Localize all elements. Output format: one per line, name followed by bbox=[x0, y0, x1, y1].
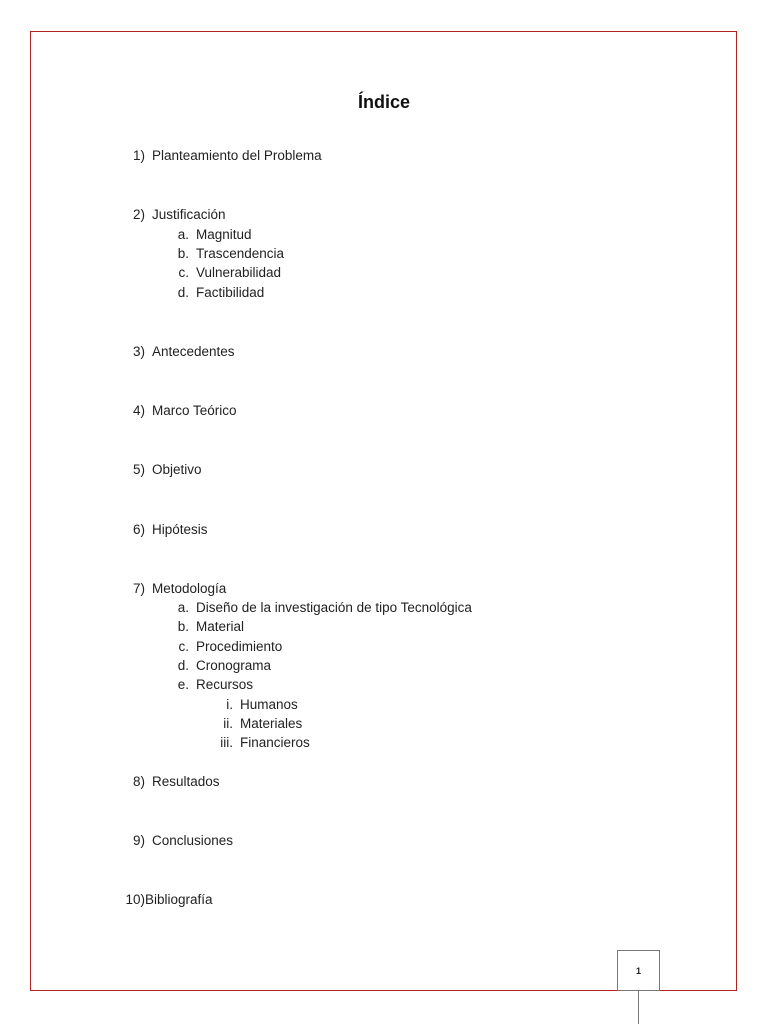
page-title: Índice bbox=[357, 92, 410, 112]
toc-entry bbox=[123, 521, 208, 539]
toc-entry-number: d. bbox=[177, 658, 189, 673]
toc-entry-number: a. bbox=[177, 227, 189, 242]
toc-entry-number: 8) bbox=[132, 774, 145, 789]
toc-entry bbox=[123, 891, 213, 909]
toc-entry bbox=[123, 206, 226, 224]
toc-entry bbox=[123, 461, 202, 479]
toc-entry-number: c. bbox=[178, 639, 189, 654]
toc-entry bbox=[173, 264, 281, 282]
toc-entry-number: 10) bbox=[125, 892, 145, 907]
toc-entry bbox=[123, 580, 226, 598]
toc-entry-text: Vulnerabilidad bbox=[196, 265, 282, 280]
toc-entry bbox=[173, 657, 271, 675]
toc-entry-text: Humanos bbox=[240, 697, 298, 712]
toc-entry bbox=[207, 715, 302, 733]
toc-entry-number: 3) bbox=[132, 344, 145, 359]
toc-entry-text: Trascendencia bbox=[196, 246, 285, 261]
toc-entry-text: Conclusiones bbox=[152, 833, 234, 848]
toc-entry-text: Planteamiento del Problema bbox=[152, 148, 322, 163]
toc-entry-text: Material bbox=[196, 619, 245, 634]
toc-entry-text: Metodología bbox=[152, 581, 227, 596]
toc-entry-number: e. bbox=[177, 677, 189, 692]
toc-entry-number: b. bbox=[177, 619, 189, 634]
toc-entry-number: ii. bbox=[223, 716, 233, 731]
toc-entry-number: 6) bbox=[132, 522, 145, 537]
page-number-connector bbox=[638, 991, 639, 1024]
toc-entry bbox=[123, 832, 233, 850]
toc-entry-text: Objetivo bbox=[152, 462, 202, 477]
toc-entry bbox=[207, 734, 310, 752]
toc-entry-text: Materiales bbox=[240, 716, 303, 731]
toc-entry-text: Cronograma bbox=[196, 658, 272, 673]
toc-entry-text: Procedimiento bbox=[196, 639, 283, 654]
toc-entry-number: b. bbox=[177, 246, 189, 261]
toc-entry-text: Recursos bbox=[196, 677, 254, 692]
toc-entry-text: Hipótesis bbox=[152, 522, 208, 537]
toc-entry-number: 5) bbox=[132, 462, 145, 477]
toc-entry-number: 2) bbox=[132, 207, 145, 222]
toc-entry-number: 7) bbox=[132, 581, 145, 596]
toc-entry-text: Diseño de la investigación de tipo Tecnológica bbox=[196, 600, 472, 615]
toc-entry bbox=[173, 245, 284, 263]
toc-entry bbox=[207, 696, 298, 714]
toc-entry-number: 1) bbox=[132, 148, 145, 163]
toc-entry-number: c. bbox=[178, 265, 189, 280]
toc-entry bbox=[123, 773, 220, 791]
toc-entry bbox=[173, 676, 253, 694]
toc-entry-text: Factibilidad bbox=[196, 285, 265, 300]
toc-entry-number: i. bbox=[226, 697, 233, 712]
toc-entry bbox=[173, 284, 264, 302]
page-number-box bbox=[617, 950, 660, 991]
toc-entry-text: Resultados bbox=[152, 774, 220, 789]
toc-entry bbox=[123, 402, 237, 420]
page-number: 1 bbox=[635, 965, 641, 976]
toc-entry-number: iii. bbox=[220, 735, 233, 750]
toc-entry bbox=[173, 618, 244, 636]
toc-entry-number: d. bbox=[177, 285, 189, 300]
toc-entry bbox=[173, 226, 252, 244]
toc-entry bbox=[123, 343, 235, 361]
toc-entry bbox=[123, 147, 322, 165]
toc-entry-number: 9) bbox=[132, 833, 145, 848]
toc-entry bbox=[173, 638, 282, 656]
toc-entry-text: Antecedentes bbox=[152, 344, 235, 359]
toc-entry-number: 4) bbox=[132, 403, 145, 418]
toc-entry bbox=[173, 599, 472, 617]
toc-entry-text: Magnitud bbox=[196, 227, 252, 242]
toc-entry-number: a. bbox=[177, 600, 189, 615]
toc-entry-text: Financieros bbox=[240, 735, 310, 750]
toc-entry-text: Justificación bbox=[152, 207, 226, 222]
toc-entry-text: Bibliografía bbox=[145, 892, 213, 907]
toc-entry-text: Marco Teórico bbox=[152, 403, 237, 418]
